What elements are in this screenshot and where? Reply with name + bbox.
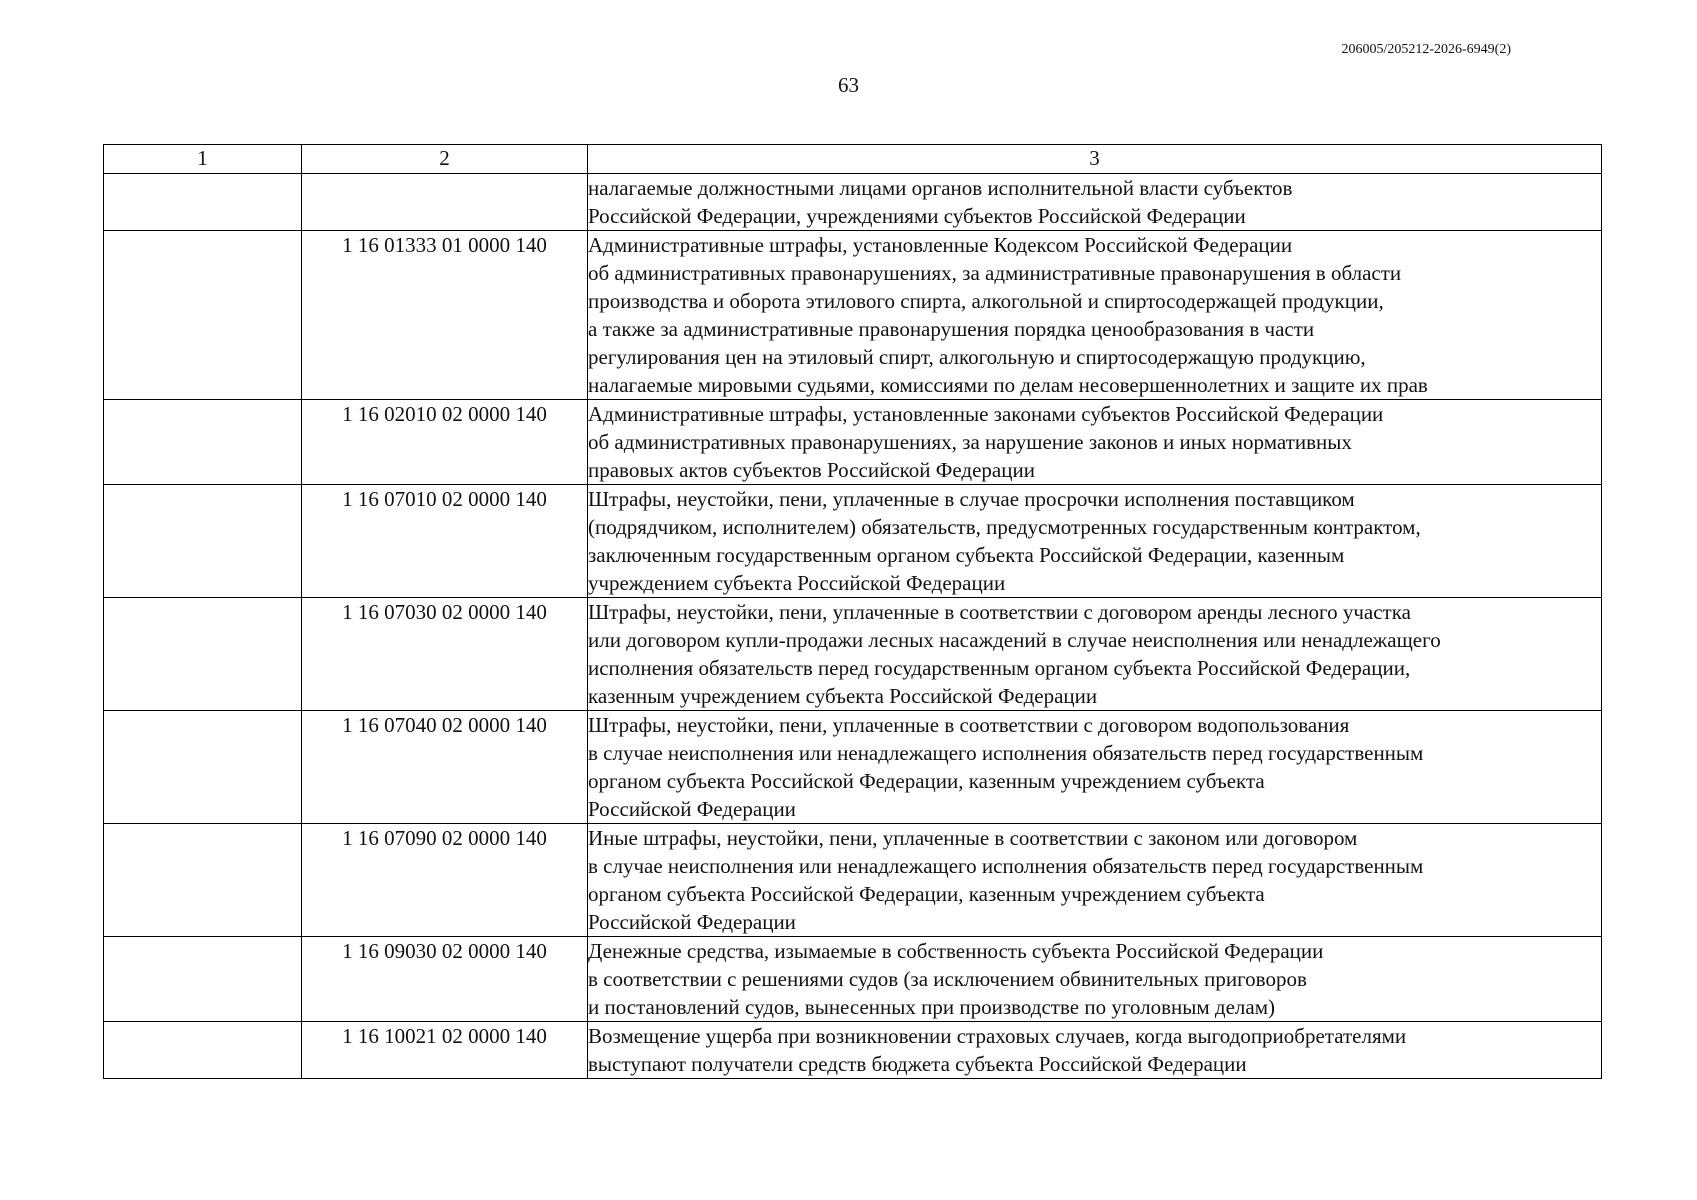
description-cell [588, 598, 1602, 711]
description-cell [588, 174, 1602, 231]
description-cell [588, 400, 1602, 485]
description-cell [588, 485, 1602, 598]
budget-code-cell: 1 16 09030 02 0000 140 [302, 937, 588, 1022]
table-header-row [104, 145, 1602, 174]
description-line: правовых актов субъектов Российской Федерации [588, 458, 1035, 482]
description-cell [588, 231, 1602, 400]
table-row [104, 711, 1602, 824]
description-line: органом субъекта Российской Федерации, казенным учреждением субъекта [588, 882, 1265, 906]
budget-code-cell: 1 16 10021 02 0000 140 [302, 1022, 588, 1079]
row-number-cell [104, 1022, 302, 1079]
row-number-cell [104, 937, 302, 1022]
page-number: 63 [838, 73, 859, 97]
budget-code-cell: 1 16 07040 02 0000 140 [302, 711, 588, 824]
description-line: а также за административные правонарушения порядка ценообразования в части [588, 317, 1315, 341]
table-row [104, 598, 1602, 711]
description-line: производства и оборота этилового спирта, алкогольной и спиртосодержащей продукции, [588, 289, 1384, 313]
description-line: казенным учреждением субъекта Российской Федерации [588, 684, 1098, 708]
row-number-cell [104, 711, 302, 824]
description-cell [588, 937, 1602, 1022]
table-row [104, 400, 1602, 485]
table-row [104, 485, 1602, 598]
description-line: Штрафы, неустойки, пени, уплаченные в соответствии с договором водопользования [588, 713, 1350, 737]
description-line: об административных правонарушениях, за нарушение законов и иных нормативных [588, 430, 1352, 454]
row-number-cell [104, 824, 302, 937]
description-line: Российской Федерации [588, 910, 796, 934]
description-cell [588, 824, 1602, 937]
description-line: выступают получатели средств бюджета субъекта Российской Федерации [588, 1052, 1247, 1076]
description-line: исполнения обязательств перед государственным органом субъекта Российской Федерации, [588, 656, 1411, 680]
description-line: Административные штрафы, установленные законами субъектов Российской Федерации [588, 402, 1384, 426]
row-number-cell [104, 400, 302, 485]
description-line: и постановлений судов, вынесенных при производстве по уголовным делам) [588, 995, 1276, 1019]
description-line: налагаемые мировыми судьями, комиссиями по делам несовершеннолетних и защите их прав [588, 373, 1428, 397]
description-line: об административных правонарушениях, за административные правонарушения в области [588, 261, 1402, 285]
description-line: в соответствии с решениями судов (за исключением обвинительных приговоров [588, 967, 1307, 991]
description-line: Иные штрафы, неустойки, пени, уплаченные в соответствии с законом или договором [588, 826, 1358, 850]
column-header-3: 3 [588, 145, 1602, 174]
row-number-cell [104, 598, 302, 711]
row-number-cell [104, 485, 302, 598]
description-line: Российской Федерации [588, 797, 796, 821]
budget-code-cell: 1 16 07010 02 0000 140 [302, 485, 588, 598]
description-line: органом субъекта Российской Федерации, казенным учреждением субъекта [588, 769, 1265, 793]
table-row [104, 937, 1602, 1022]
description-line: Возмещение ущерба при возникновении страховых случаев, когда выгодоприобретателями [588, 1024, 1407, 1048]
row-number-cell [104, 174, 302, 231]
budget-code-cell: 1 16 07090 02 0000 140 [302, 824, 588, 937]
row-number-cell [104, 231, 302, 400]
table-row [104, 174, 1602, 231]
budget-code-cell: 1 16 02010 02 0000 140 [302, 400, 588, 485]
document-id: 206005/205212-2026-6949(2) [1341, 42, 1511, 57]
description-cell [588, 1022, 1602, 1079]
description-line: заключенным государственным органом субъекта Российской Федерации, казенным [588, 543, 1345, 567]
description-line: в случае неисполнения или ненадлежащего исполнения обязательств перед государственным [588, 741, 1424, 765]
column-header-1: 1 [104, 145, 302, 174]
description-line: Денежные средства, изымаемые в собственность субъекта Российской Федерации [588, 939, 1324, 963]
description-line: или договором купли-продажи лесных насаждений в случае неисполнения или ненадлежащего [588, 628, 1441, 652]
budget-code-cell [302, 174, 588, 231]
description-line: Российской Федерации, учреждениями субъектов Российской Федерации [588, 204, 1246, 228]
description-line: учреждением субъекта Российской Федерации [588, 571, 1006, 595]
description-line: Штрафы, неустойки, пени, уплаченные в случае просрочки исполнения поставщиком [588, 487, 1355, 511]
budget-code-cell: 1 16 07030 02 0000 140 [302, 598, 588, 711]
table-body [104, 174, 1602, 1079]
description-line: регулирования цен на этиловый спирт, алкогольную и спиртосодержащую продукцию, [588, 345, 1366, 369]
budget-code-cell: 1 16 01333 01 0000 140 [302, 231, 588, 400]
description-line: Административные штрафы, установленные Кодексом Российской Федерации [588, 233, 1293, 257]
description-line: Штрафы, неустойки, пени, уплаченные в соответствии с договором аренды лесного участка [588, 600, 1411, 624]
budget-classification-table [103, 144, 1602, 1079]
description-cell [588, 711, 1602, 824]
description-line: налагаемые должностными лицами органов исполнительной власти субъектов [588, 176, 1293, 200]
description-line: (подрядчиком, исполнителем) обязательств, предусмотренных государственным контрактом, [588, 515, 1421, 539]
table-row [104, 1022, 1602, 1079]
description-line: в случае неисполнения или ненадлежащего исполнения обязательств перед государственным [588, 854, 1424, 878]
table-row [104, 231, 1602, 400]
table-row [104, 824, 1602, 937]
column-header-2: 2 [302, 145, 588, 174]
